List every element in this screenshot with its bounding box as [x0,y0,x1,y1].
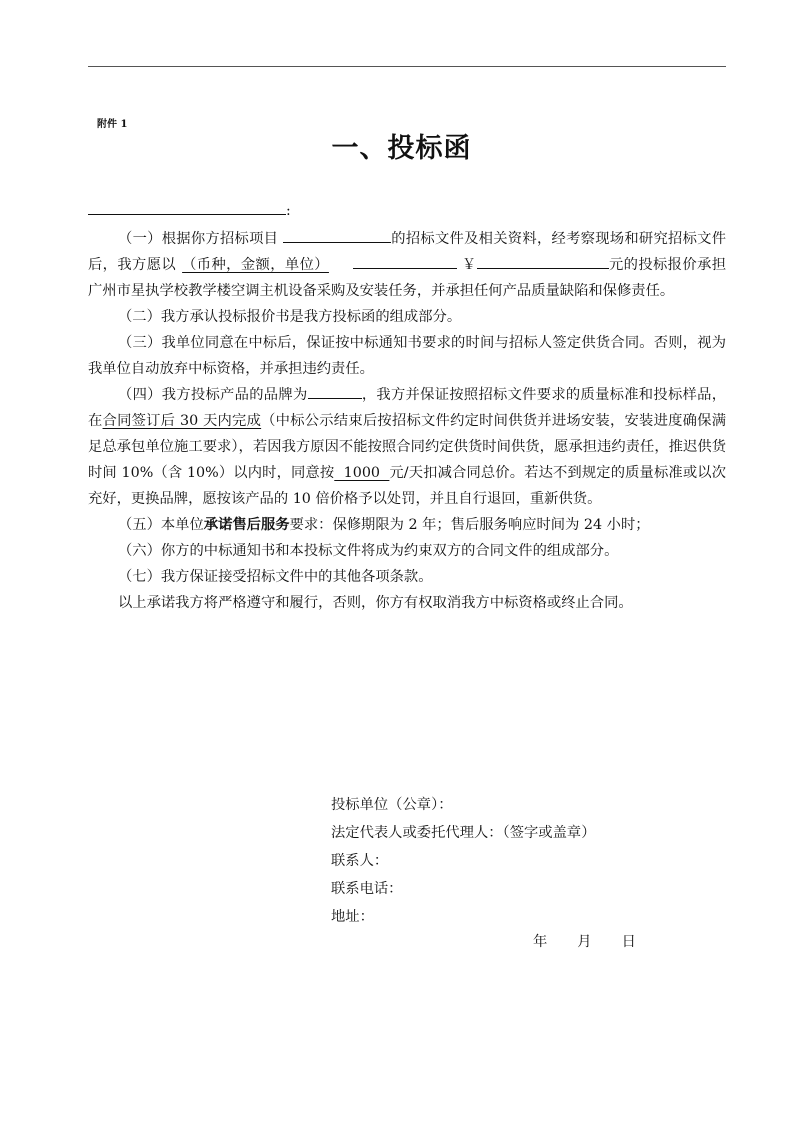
bidder-unit-label: 投标单位（公章）： [331,797,453,813]
letter-body [88,226,726,616]
address-label: 地址： [331,909,374,925]
penalty-amount: 1000 [334,465,390,481]
yen-amount-blank [477,252,609,269]
recipient-blank [88,198,286,215]
clause-7: （七）我方保证接受招标文件中的其他各项条款。 [118,569,433,585]
clause-4 [88,382,726,512]
brand-blank [308,382,362,399]
clause-3: （三）我单位同意在中标后，保证按中标通知书要求的时间与招标人签定供货合同。否则，视为我单位自动放弃中标资格，并承担违约责任。 [88,335,726,377]
closing-statement: 以上承诺我方将严格遵守和履行，否则，你方有权取消我方中标资格或终止合同。 [118,595,633,611]
clause-1-text-c: 元的投标报价承担广州市星执学校教学楼空调主机设备采购及安装任务，并承担任何产品质量缺陷和保修责任。 [88,257,727,299]
clause-4-text-d: 元/天扣减合同总价。若达不到规定的质量标准或以次充好，更换品牌，愿按该产品的 10 倍价格予以处罚，并且自行退回，重新供货。 [88,465,726,507]
contact-label: 联系人： [331,853,389,869]
clause-4-text-b: ，我方并保证按照招标文件要求的质量标准和投标样品，在 [88,387,727,429]
clause-1-text-a: （一）根据你方招标项目 [118,231,284,247]
amount-blank [353,252,457,269]
clause-1 [88,226,726,304]
date-line [533,931,636,951]
header-rule [88,66,726,67]
document-title: 一、投标函 [331,133,472,164]
clause-4-text-c: （中标公示结束后按招标文件约定时间供货并进场安装，安装进度确保满足总承包单位施工要求），若因我方原因不能按照合同约定供货时间供货，愿承担违约责任，推迟供货时间 10%（含 10%）以内时，同意按 [88,413,727,481]
clause-6: （六）你方的中标通知书和本投标文件将成为约束双方的合同文件的组成部分。 [118,543,619,559]
delivery-deadline: 合同签订后 30 天内完成 [102,413,262,429]
recipient-colon: : [286,203,291,219]
yen-sign: ￥ [456,257,477,273]
currency-hint: （币种，金额，单位） [182,257,329,273]
clause-5 [88,512,726,538]
legal-rep-label: 法定代表人或委托代理人：（签字或盖章） [331,825,596,841]
after-sales-commitment: 承诺售后服务 [203,517,290,533]
phone-label: 联系电话： [331,881,403,897]
signature-block [331,791,596,931]
project-name-blank [283,226,391,243]
clause-2: （二）我方承认投标报价书是我方投标函的组成部分。 [118,309,462,325]
clause-5-text-a: （五）本单位 [118,517,204,533]
clause-4-text-a: （四）我方投标产品的品牌为 [118,387,308,403]
date-year: 年 [533,934,548,950]
date-month: 月 [577,934,592,950]
attachment-label: 附件 1 [97,119,128,130]
clause-1-text-b: 的招标文件及相关资料，经考察现场和研究招标文件后，我方愿以 [88,231,727,273]
date-day: 日 [621,934,636,950]
clause-5-text-b: 要求：保修期限为 2 年；售后服务响应时间为 24 小时； [289,517,650,533]
recipient-line [88,198,291,223]
